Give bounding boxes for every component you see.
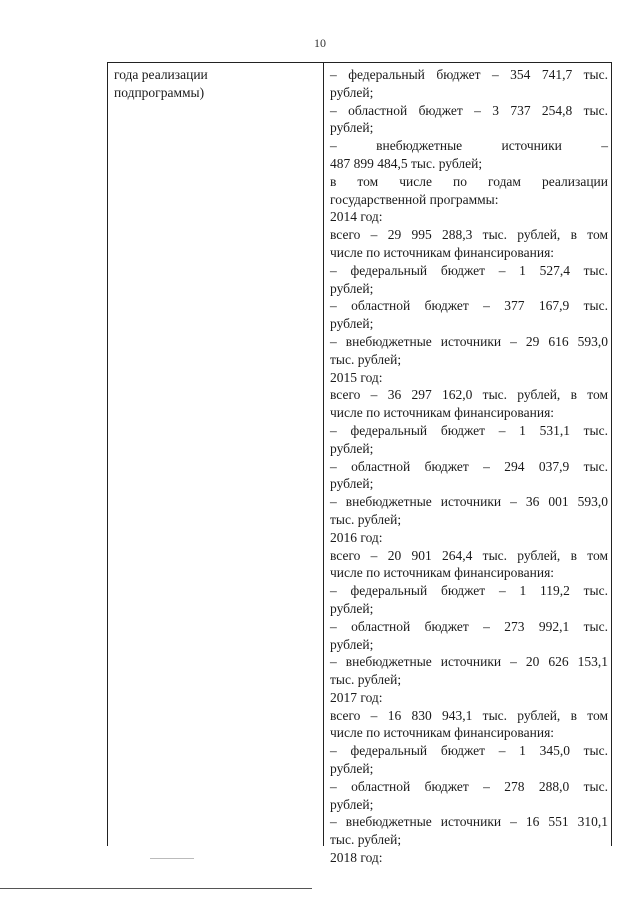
cell-line: – областной бюджет – 377 167,9 тыс. xyxy=(330,298,608,314)
cell-line: 2015 год: xyxy=(330,369,383,385)
cell-line: тыс. рублей; xyxy=(330,511,402,527)
cell-line: 2016 год: xyxy=(330,529,383,545)
cell-line: подпрограммы) xyxy=(114,84,205,100)
cell-line: – федеральный бюджет – 354 741,7 тыс. xyxy=(330,67,608,82)
cell-line: рублей; xyxy=(330,280,374,296)
cell-line: года реализации xyxy=(114,67,208,82)
cell-line: числе по источникам финансирования: xyxy=(330,244,555,260)
cell-line: – внебюджетные источники – 29 616 593,0 xyxy=(330,333,608,349)
cell-line: 2014 год: xyxy=(330,209,383,225)
cell-line: 487 899 484,5 тыс. рублей; xyxy=(330,155,483,171)
cell-line: государственной программы: xyxy=(330,191,499,207)
cell-line: всего – 16 830 943,1 тыс. рублей, в том xyxy=(330,707,608,723)
cell-line: рублей; xyxy=(330,600,374,616)
cell-line: – внебюджетные источники – 36 001 593,0 xyxy=(330,494,608,510)
cell-line: – внебюджетные источники – 16 551 310,1 xyxy=(330,814,608,830)
cell-line: всего – 20 901 264,4 тыс. рублей, в том xyxy=(330,547,608,563)
cell-line: – областной бюджет – 278 288,0 тыс. xyxy=(330,778,608,794)
table-cell-funding-details xyxy=(330,66,608,867)
cell-line: рублей; xyxy=(330,84,374,100)
cell-line: всего – 29 995 288,3 тыс. рублей, в том xyxy=(330,227,608,243)
cell-line: – внебюджетные источники – xyxy=(330,138,608,154)
cell-line: тыс. рублей; xyxy=(330,832,402,848)
cell-line: – областной бюджет – 294 037,9 тыс. xyxy=(330,458,608,474)
cell-line: – федеральный бюджет – 1 531,1 тыс. xyxy=(330,422,608,438)
cell-line: – областной бюджет – 3 737 254,8 тыс. xyxy=(330,102,608,118)
funding-table xyxy=(107,62,612,866)
page-number: 10 xyxy=(314,36,326,50)
cell-line: тыс. рублей; xyxy=(330,672,402,688)
cell-line: рублей; xyxy=(330,796,374,812)
cell-line: рублей; xyxy=(330,120,374,136)
cell-line: – федеральный бюджет – 1 119,2 тыс. xyxy=(330,583,608,599)
cell-line: – внебюджетные источники – 20 626 153,1 xyxy=(330,654,608,670)
cell-line: в том числе по годам реализации xyxy=(330,173,608,189)
cell-line: всего – 36 297 162,0 тыс. рублей, в том xyxy=(330,387,608,403)
cell-line: рублей; xyxy=(330,476,374,492)
footnote-rule xyxy=(0,888,312,889)
cell-line: рублей; xyxy=(330,440,374,456)
cell-line: 2017 год: xyxy=(330,689,383,705)
cell-line: 2018 год: xyxy=(330,850,383,866)
column-divider xyxy=(323,63,324,846)
table-cell-label xyxy=(114,66,314,102)
scan-mark xyxy=(150,858,194,859)
cell-line: рублей; xyxy=(330,636,374,652)
cell-line: числе по источникам финансирования: xyxy=(330,565,555,581)
cell-line: тыс. рублей; xyxy=(330,351,402,367)
cell-line: – федеральный бюджет – 1 345,0 тыс. xyxy=(330,743,608,759)
cell-line: рублей; xyxy=(330,761,374,777)
cell-line: рублей; xyxy=(330,316,374,332)
cell-line: – федеральный бюджет – 1 527,4 тыс. xyxy=(330,262,608,278)
cell-line: числе по источникам финансирования: xyxy=(330,725,555,741)
cell-line: числе по источникам финансирования: xyxy=(330,405,555,421)
cell-line: – областной бюджет – 273 992,1 тыс. xyxy=(330,618,608,634)
